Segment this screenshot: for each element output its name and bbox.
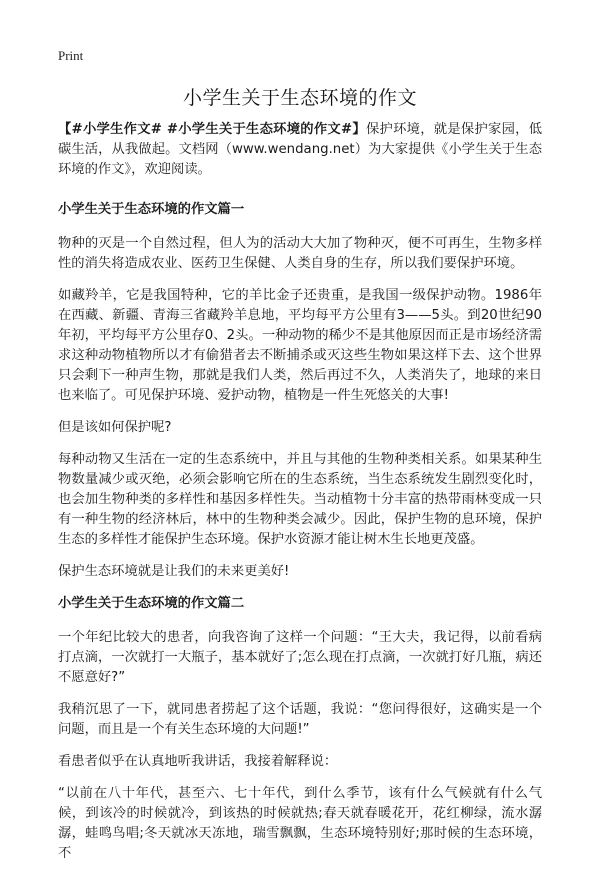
paragraph: 我稍沉思了一下，就同患者捞起了这个话题，我说：“您问得很好，这确实是一个问题，而且是一个有关生态环境的大问题!” [58,702,542,737]
article-body [58,120,542,876]
intro-tags: 【#小学生作文# #小学生关于生态环境的作文#】 [58,122,366,137]
page-title: 小学生关于生态环境的作文 [182,87,417,109]
section-2-heading: 小学生关于生态环境的作文篇二 [58,596,245,611]
paragraph: 每种动物又生活在一定的生态系统中，并且与其他的生物种类相关系。如果某种生物数量减少或灭绝，必须会影响它所在的生态系统，当生态系统发生剧烈变化时，也会加生物种类的多样性和基因多样性失。当动植物十分丰富的热带雨林变成一只有一种生物的经济林后，林中的生物种类会减少。因此，保护生物的息环境，保护生态的多样性才能保护生态环境。保护水资源才能让树木生长地更茂盛。 [58,452,542,547]
intro-paragraph [58,120,542,180]
paragraph: 如藏羚羊，它是我国特种，它的羊比金子还贵重，是我国一级保护动物。1986年在西藏、新疆、青海三省藏羚羊息地，平均每平方公里有3——5头。到20世纪90年初，平均每平方公里存0、2头。一种动物的稀少不是其他原因而正是市场经济需求这种动物植物所以才有偷猎者去不断捕杀或灭这些生物如果这样下去、这个世界只会剩下一种声生物，那就是我们人类，然后再过不久，人类消失了，地球的来日也来临了。可见保护环境、爱护动物，植物是一件生死悠关的大事! [58,288,542,403]
section-1-heading: 小学生关于生态环境的作文篇一 [58,202,245,217]
paragraph: 看患者似乎在认真地听我讲话，我接着解释说： [58,754,338,769]
paragraph: “以前在八十年代，甚至六、七十年代，到什么季节，该有什么气候就有什么气候，到该冷的时候就冷，到该热的时候就热;春天就春暖花开，花红柳绿，流水潺潺，蛙鸣鸟唱;冬天就冰天冻地，瑞雪飘飘，生态环境特别好;那时候的生态环境，不 [58,786,542,861]
paragraph: 物种的灭是一个自然过程，但人为的活动大大加了物种灭，便不可再生，生物多样性的消失将造成农业、医药卫生保健、人类自身的生存，所以我们要保护环境。 [58,236,542,271]
print-link[interactable]: Print [58,48,84,63]
paragraph: 保护生态环境就是让我们的未来更美好! [58,564,290,579]
intro-text: 保护环境，就是保护家园，低碳生活，从我做起。文档网（www.wendang.net）为大家提供《小学生关于生态环境的作文》，欢迎阅读。 [58,122,542,177]
paragraph: 但是该如何保护呢? [58,420,172,435]
paragraph: 一个年纪比较大的患者，向我咨询了这样一个问题：“王大夫，我记得，以前看病打点滴，一次就打一大瓶子，基本就好了;怎么现在打点滴，一次就打好几瓶，病还不愿意好?” [58,630,542,685]
